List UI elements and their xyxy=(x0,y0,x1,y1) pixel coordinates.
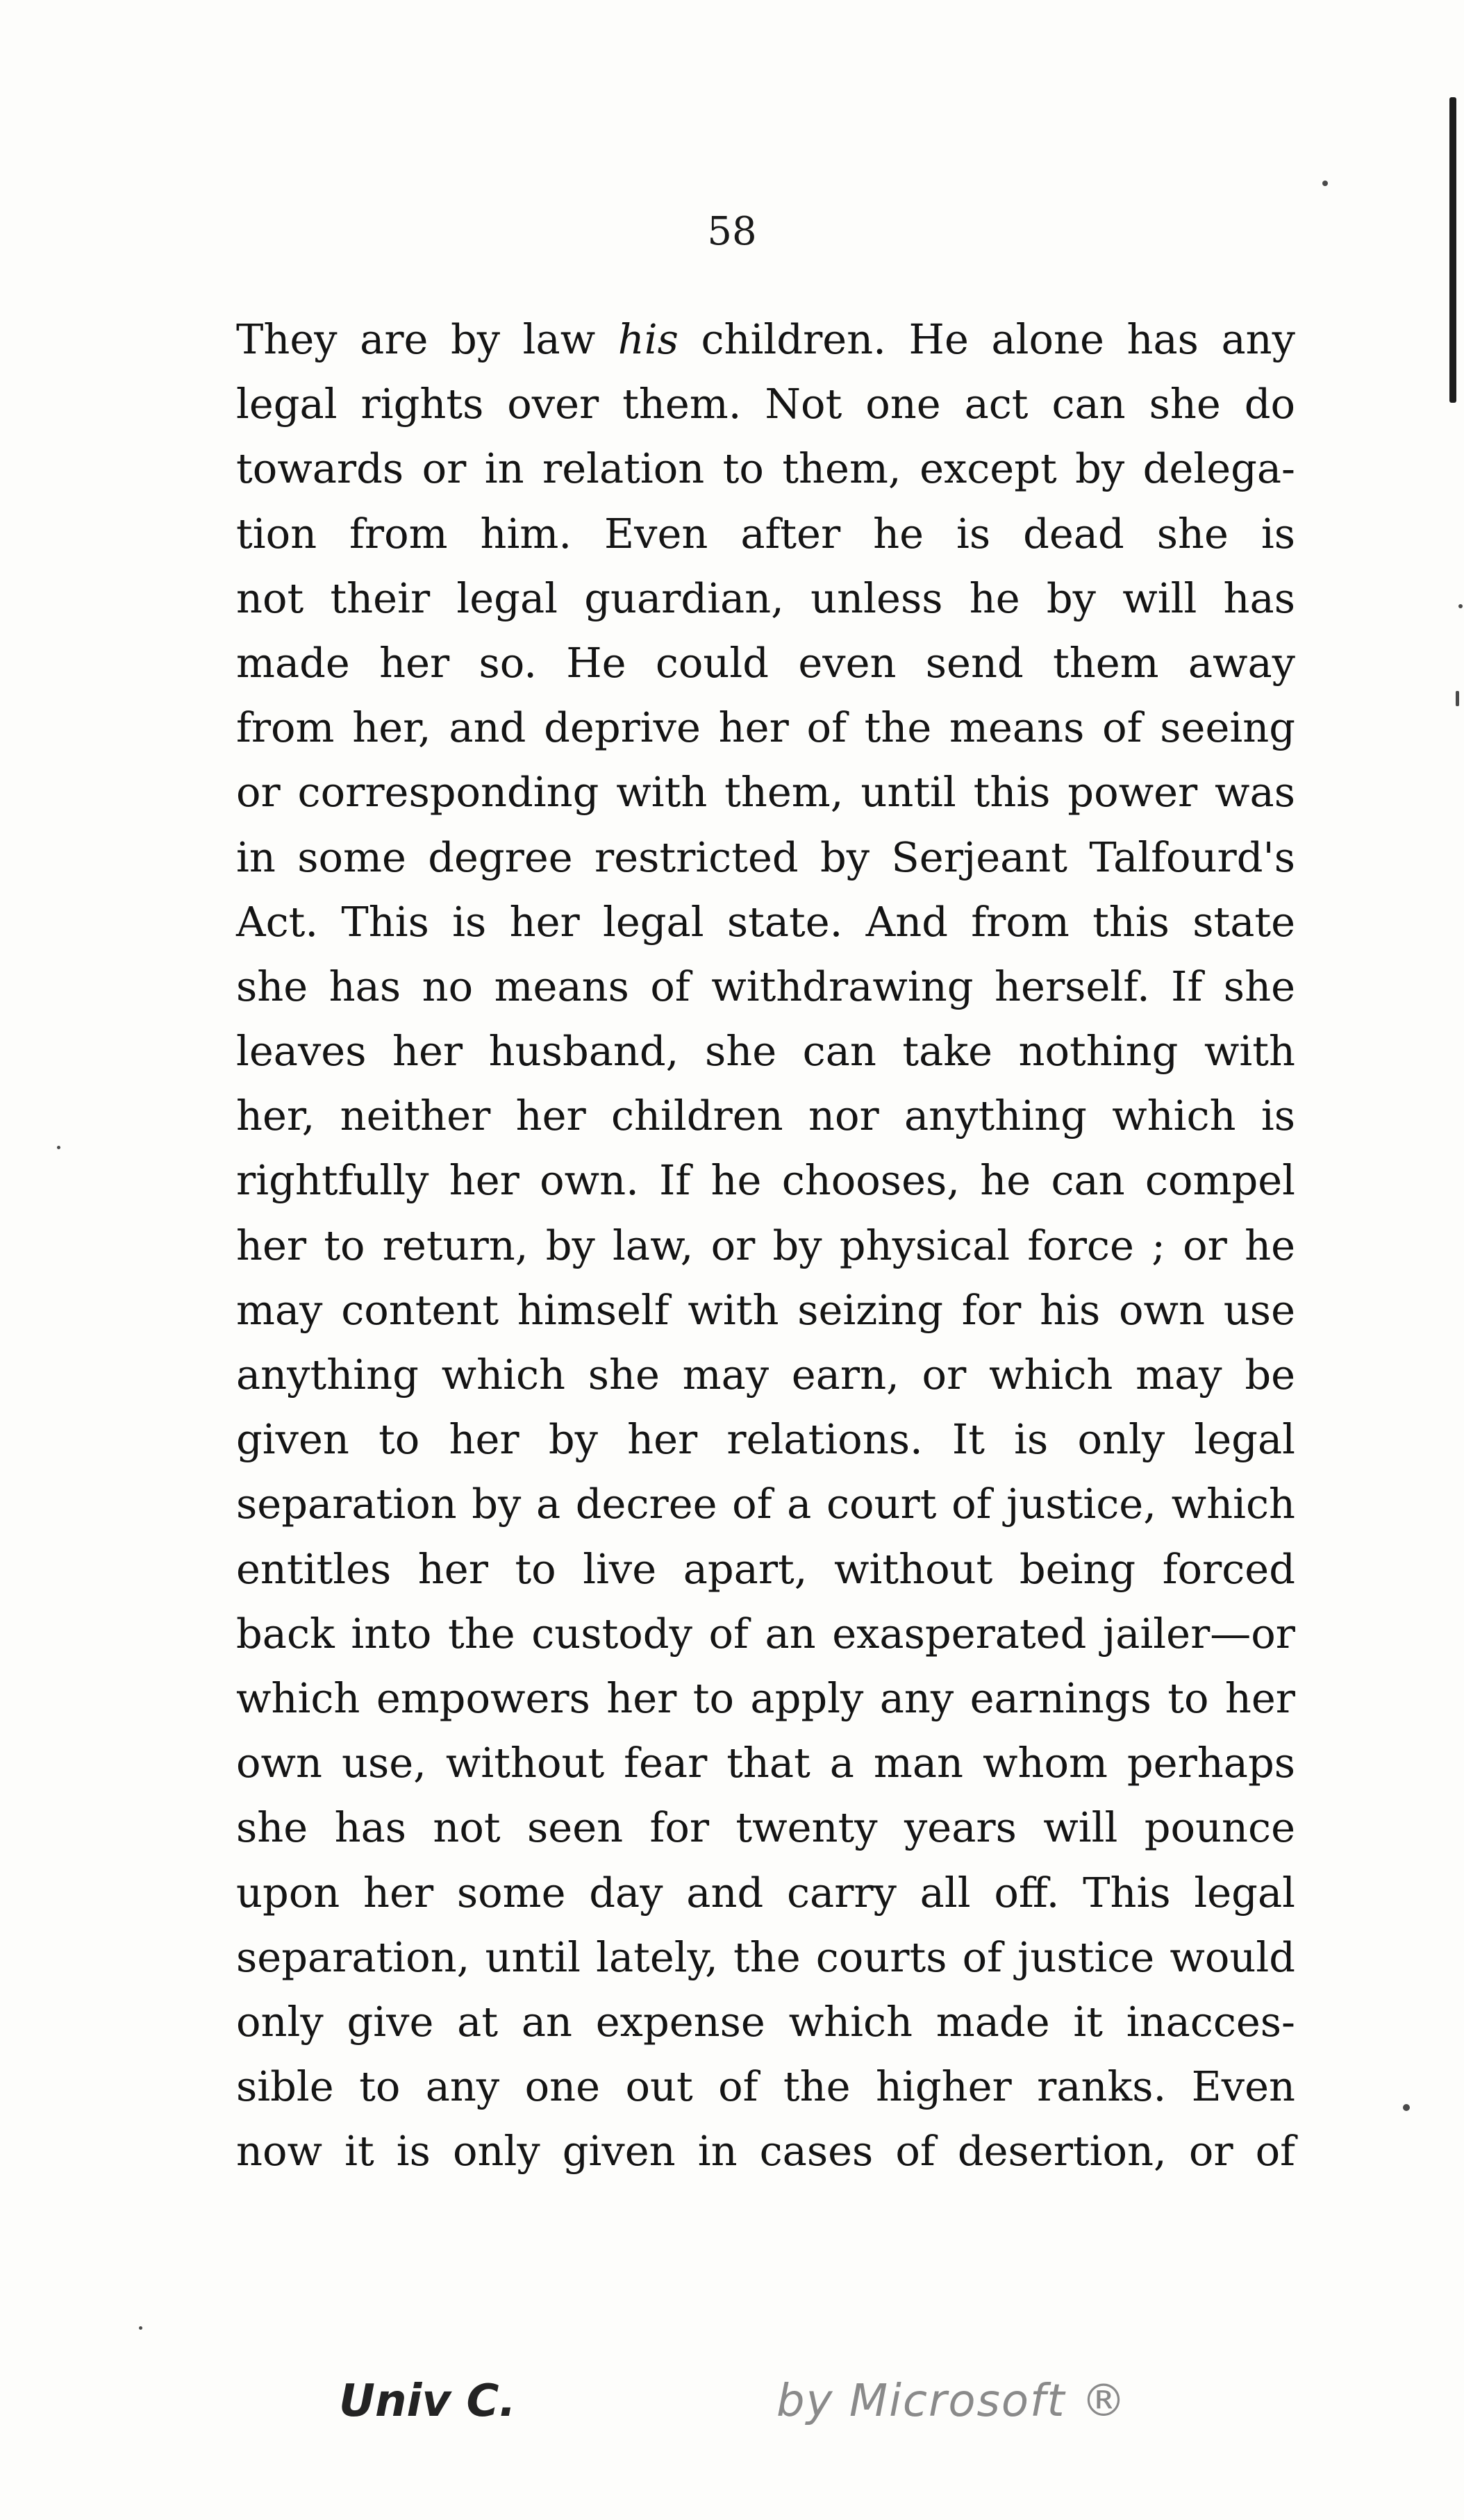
text-line: or corresponding with them, until this power was xyxy=(236,768,1295,817)
text-line: upon her some day and carry all off. This legal xyxy=(236,1868,1295,1917)
text-line xyxy=(236,307,1295,372)
watermark-left: Univ C. xyxy=(339,2376,516,2427)
text-line: given to her by her relations. It is only legal xyxy=(236,1415,1295,1464)
text-line: only give at an expense which made it inacces- xyxy=(236,1997,1295,2046)
text-line: entitles her to live apart, without being forced xyxy=(236,1544,1295,1593)
text-line: which empowers her to apply any earnings to her xyxy=(236,1674,1295,1722)
text-line: tion from him. Even after he is dead she is xyxy=(236,509,1295,558)
text-line: towards or in relation to them, except by delega- xyxy=(236,444,1295,493)
italic-word: his xyxy=(617,315,679,363)
page-number: 58 xyxy=(707,209,757,254)
text-line: made her so. He could even send them away xyxy=(236,638,1295,687)
text-line: legal rights over them. Not one act can she do xyxy=(236,380,1295,428)
text-line: not their legal guardian, unless he by will has xyxy=(236,574,1295,622)
scan-speck xyxy=(1322,181,1328,186)
watermark-right: by Microsoft ® xyxy=(776,2376,1127,2427)
scan-speck xyxy=(1456,691,1459,706)
scan-speck xyxy=(1403,2104,1410,2111)
text-line: leaves her husband, she can take nothing with xyxy=(236,1027,1295,1076)
scan-speck xyxy=(57,1146,60,1149)
text-line: separation by a decree of a court of justice, which xyxy=(236,1480,1295,1528)
text-segment: children. He alone has any xyxy=(678,315,1295,363)
text-line: now it is only given in cases of desertion, or of xyxy=(236,2127,1295,2176)
text-line: she has no means of withdrawing herself. If she xyxy=(236,962,1295,1010)
scan-speck xyxy=(139,2326,142,2330)
scan-speck xyxy=(1458,604,1463,608)
text-line: Act. This is her legal state. And from this state xyxy=(236,897,1295,946)
text-line: her, neither her children nor anything which is xyxy=(236,1092,1295,1140)
text-line: sible to any one out of the higher ranks. Even xyxy=(236,2062,1295,2111)
text-segment: They are by law xyxy=(236,315,618,363)
text-line: back into the custody of an exasperated jailer—or xyxy=(236,1609,1295,1658)
body-text xyxy=(236,307,1295,2183)
text-line: separation, until lately, the courts of justice would xyxy=(236,1933,1295,1981)
text-line: from her, and deprive her of the means of seeing xyxy=(236,703,1295,752)
text-line: anything which she may earn, or which may be xyxy=(236,1351,1295,1399)
text-line: may content himself with seizing for his own use xyxy=(236,1285,1295,1334)
text-line: rightfully her own. If he chooses, he can compel xyxy=(236,1156,1295,1205)
text-line: in some degree restricted by Serjeant Talfourd's xyxy=(236,833,1295,881)
text-line: own use, without fear that a man whom perhaps xyxy=(236,1739,1295,1787)
text-line: she has not seen for twenty years will pounce xyxy=(236,1803,1295,1852)
text-line: her to return, by law, or by physical force ; or he xyxy=(236,1221,1295,1269)
